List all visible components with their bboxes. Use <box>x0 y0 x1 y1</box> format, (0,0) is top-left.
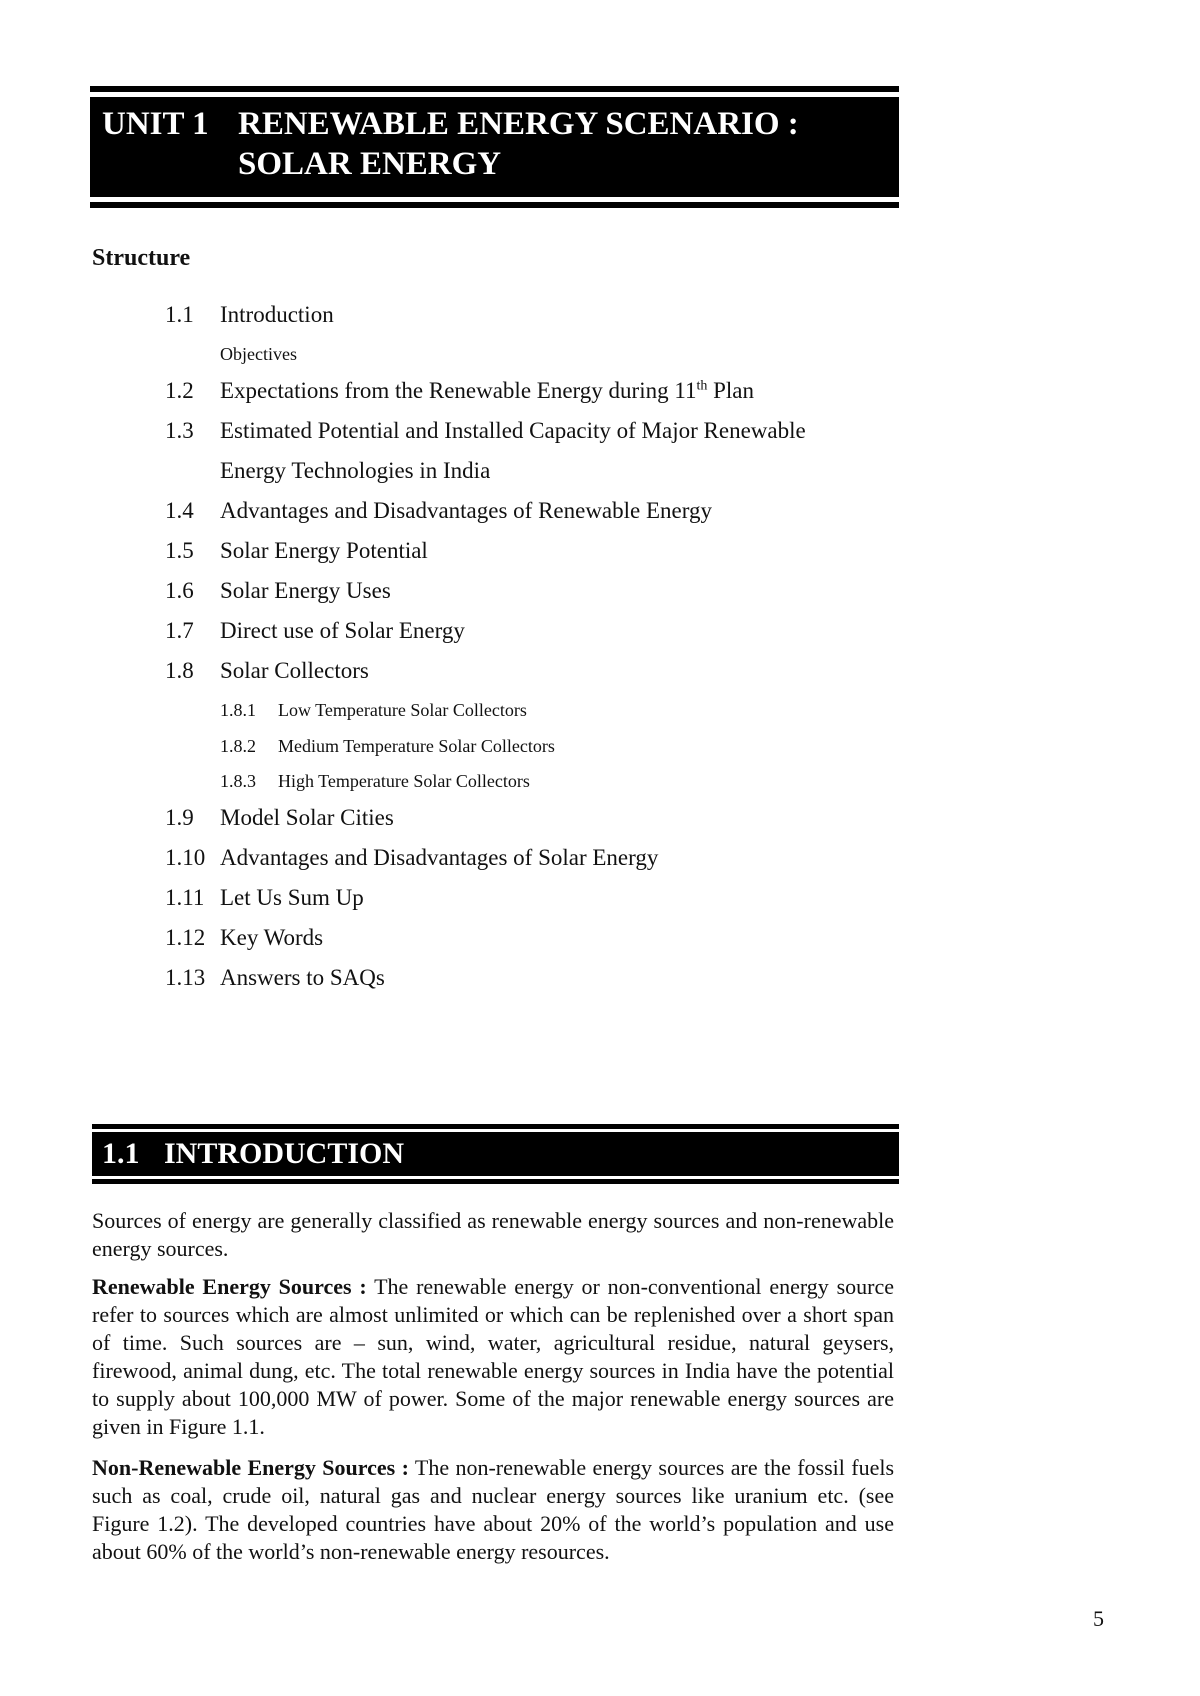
item-number: 1.12 <box>165 925 206 950</box>
item-number: 1.7 <box>165 618 194 643</box>
item-text: Medium Temperature Solar Collectors <box>278 736 555 756</box>
item-number: 1.8 <box>165 658 194 683</box>
item-text: Model Solar Cities <box>220 805 394 830</box>
paragraph-lead: Non-Renewable Energy Sources : <box>92 1455 409 1480</box>
item-number: 1.3 <box>165 418 194 443</box>
page-number: 5 <box>1093 1606 1104 1631</box>
item-number: 1.2 <box>165 378 194 403</box>
section-number: 1.1 <box>102 1137 140 1170</box>
item-number: 1.8.3 <box>220 771 256 791</box>
superscript: th <box>696 378 708 394</box>
item-text: Key Words <box>220 925 324 950</box>
section-top-rule <box>92 1124 899 1129</box>
item-text: Estimated Potential and Installed Capacity of Major Renewable <box>220 418 806 443</box>
item-number: 1.9 <box>165 805 194 830</box>
item-text: Solar Energy Uses <box>220 578 391 603</box>
paragraph-lead: Renewable Energy Sources : <box>92 1274 367 1299</box>
paragraph: Renewable Energy Sources : The renewable energy or non-conventional energy source refer to sources which are almost unlimited or which can be replenished over a short span of time. Such sources are – sun, wind, water, agricultural residue, natural geysers, firewood, animal dung, etc. The total renewable energy sources in India have the potential to supply about 100,000 MW of power. Some of the major renewable energy sources are given in Figure 1.1. <box>92 1274 894 1439</box>
item-number: 1.4 <box>165 498 194 523</box>
item-number: 1.8.1 <box>220 700 256 720</box>
paragraph: Sources of energy are generally classified as renewable energy sources and non-renewable energy sources. <box>92 1208 894 1261</box>
item-text: Expectations from the Renewable Energy during 11th Plan <box>220 378 755 403</box>
item-text: Direct use of Solar Energy <box>220 618 465 643</box>
item-text: Objectives <box>220 344 297 364</box>
section-header <box>92 1132 899 1176</box>
unit-header <box>90 97 899 197</box>
paragraph: Non-Renewable Energy Sources : The non-renewable energy sources are the fossil fuels such as coal, crude oil, natural gas and nuclear energy sources like uranium etc. (see Figure 1.2). The developed countries have about 20% of the world’s population and use about 60% of the world’s non-renewable energy resources. <box>92 1455 895 1564</box>
unit-title-line2: SOLAR ENERGY <box>238 146 502 182</box>
item-text: Energy Technologies in India <box>220 458 491 483</box>
item-text: Advantages and Disadvantages of Solar Energy <box>220 845 659 870</box>
item-text: Let Us Sum Up <box>220 885 364 910</box>
item-number: 1.5 <box>165 538 194 563</box>
unit-title-line1: RENEWABLE ENERGY SCENARIO : <box>238 106 799 142</box>
section-title: INTRODUCTION <box>164 1137 405 1170</box>
item-number: 1.8.2 <box>220 736 256 756</box>
item-text: Introduction <box>220 302 334 327</box>
item-text: Advantages and Disadvantages of Renewable Energy <box>220 498 712 523</box>
item-number: 1.13 <box>165 965 206 990</box>
item-text: Solar Energy Potential <box>220 538 428 563</box>
unit-label: UNIT 1 <box>102 106 209 142</box>
item-text: High Temperature Solar Collectors <box>278 771 530 791</box>
structure-heading: Structure <box>92 245 191 271</box>
item-number: 1.1 <box>165 302 194 327</box>
section-bottom-rule <box>92 1179 899 1184</box>
item-text: Solar Collectors <box>220 658 369 683</box>
item-text: Low Temperature Solar Collectors <box>278 700 527 720</box>
item-number: 1.6 <box>165 578 194 603</box>
header-top-rule <box>90 86 899 92</box>
header-bottom-rule <box>90 202 899 208</box>
item-text: Answers to SAQs <box>220 965 385 990</box>
item-number: 1.10 <box>165 845 206 870</box>
item-number: 1.11 <box>165 885 205 910</box>
